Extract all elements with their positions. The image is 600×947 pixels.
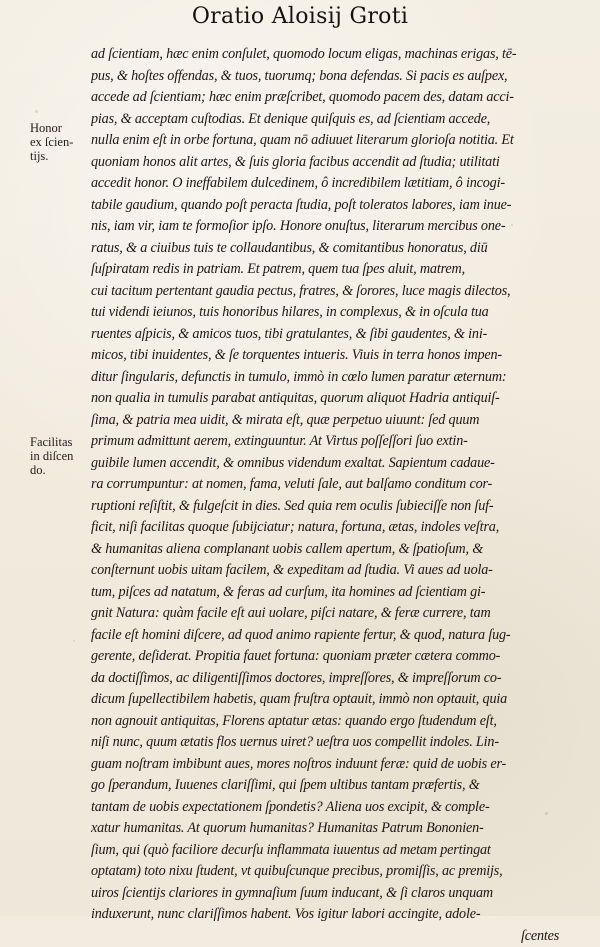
text-line: facile eſt homini diſcere, ad quod animo rapiente fertur, & quod, natura ſug-	[91, 625, 582, 647]
text-line: guibile lumen accendit, & omnibus videndum exaltat. Sapientum cadaue-	[91, 453, 582, 475]
text-line: optatam) toto nixu ſtudent, vt quibuſcunque precibus, promiſſis, ac premijs,	[91, 861, 582, 883]
text-line: micos, tibi inuidentes, & ſe torquentes intueris. Viuis in terra honos impen-	[91, 345, 582, 367]
text-line: tantam de uobis expectationem ſpondetis? Aliena uos excipit, & comple-	[91, 797, 582, 819]
text-line: induxerunt, nunc clariſſimos habent. Vos igitur labori accingite, adole-	[91, 904, 582, 926]
text-line: ſcentes	[91, 926, 582, 947]
text-line: tui videndi ieiunos, tuis honoribus hilares, in complexus, & in oſcula tua	[91, 302, 582, 324]
text-line: ſima, & patria mea uidit, & mirata eſt, quæ perpetuo uiuunt: ſed quum	[91, 410, 582, 432]
text-line: uiros ſcientijs clariores in gymnaſium ſuum inducant, & ſi claros unquam	[91, 883, 582, 905]
text-line: ad ſcientiam, hæc enim conſulet, quomodo locum eligas, machinas erigas, tē-	[91, 44, 582, 66]
text-line: da doctiſſimos, ac diligentiſſimos doctores, impreſſores, & impreſſorum co-	[91, 668, 582, 690]
text-line: cui tacitum pertentant gaudia pectus, fratres, & ſorores, luce magis dilectos,	[91, 281, 582, 303]
margin-note-honor	[30, 121, 88, 163]
text-line: ſium, qui (quò faciliore decurſu inflammata iuuentus ad metam pertingat	[91, 840, 582, 862]
text-line: accedit honor. O ineffabilem dulcedinem, ô incredibilem lætitiam, ô incogi-	[91, 173, 582, 195]
page-header: Oratio Aloisij Groti	[0, 4, 600, 30]
text-line: go ſperandum, Iuuenes clariſſimi, qui ſpem ultibus tantam præfertis, &	[91, 775, 582, 797]
text-line: ruptioni reſiſtit, & fulgeſcit in dies. Sed quia rem oculis ſubieciſſe non ſuf-	[91, 496, 582, 518]
margin-note-facilitas	[30, 435, 88, 477]
text-line: tum, piſces ad natatum, & feras ad curſum, ita homines ad ſcientiam gi-	[91, 582, 582, 604]
text-line: guam noſtram imbibunt aues, mores noſtros induunt feræ: quid de uobis er-	[91, 754, 582, 776]
text-line: ficit, niſi facilitas quoque ſubijciatur; natura, fortuna, ætas, indoles veſtra,	[91, 517, 582, 539]
margin-note-facilitas-text: Facilitas in diſcen do.	[30, 435, 88, 477]
text-line: pias, & acceptam cuſtodias. Et denique quiſquis es, ad ſcientiam accede,	[91, 109, 582, 131]
text-line: pus, & hoſtes offendas, & tuos, tuorumq; bona defendas. Si pacis es auſpex,	[91, 66, 582, 88]
text-line: ratus, & a ciuibus tuis te collaudantibus, & comitantibus honoratus, diū	[91, 238, 582, 260]
main-text	[91, 44, 582, 947]
text-line: tabile gaudium, quando poſt peracta ſtudia, poſt toleratos labores, iam inue-	[91, 195, 582, 217]
text-line: accede ad ſcientiam; hæc enim præſcribet, quomodo pacem des, datam acci-	[91, 87, 582, 109]
text-line: ruentes aſpicis, & amicos tuos, tibi gratulantes, & ſibi gaudentes, & ini-	[91, 324, 582, 346]
text-line: ditur ſingularis, defunctis in tumulo, immò in cœlo lumen paratur æternum:	[91, 367, 582, 389]
text-line: & humanitas aliena complanant uobis callem apertum, & ſpatioſum, &	[91, 539, 582, 561]
text-line: ſuſpiratam redis in patriam. Et patrem, quem tua ſpes aluit, matrem,	[91, 259, 582, 281]
text-line: dicum ſupellectibilem habetis, quam fruſtra optauit, immò non optauit, quia	[91, 689, 582, 711]
text-line: niſi nunc, quum ætatis flos uernus uiret? ueſtra uos compellit indoles. Lin-	[91, 732, 582, 754]
text-line: nulla enim eſt in orbe fortuna, quam nō adiuuet literarum glorioſa notitia. Et	[91, 130, 582, 152]
text-line: nis, iam vir, iam te formoſior ipſo. Honore onuſtus, literarum mercibus one-	[91, 216, 582, 238]
text-line: ra corrumpuntur: at nomen, fama, veluti ſale, aut balſamo conditum cor-	[91, 474, 582, 496]
text-line: gnit Natura: quàm facile eſt aui uolare, piſci natare, & feræ currere, tam	[91, 603, 582, 625]
text-line: primum admittunt aerem, extinguuntur. At Virtus poſſeſſori ſuo extin-	[91, 431, 582, 453]
text-line: xatur humanitas. At quorum humanitas? Humanitas Patrum Bononien-	[91, 818, 582, 840]
margin-note-honor-text: Honor ex ſcien- tijs.	[30, 121, 88, 163]
text-line: non qualia in tumulis parabat antiquitas, quorum aliquot Hadria antiquiſ-	[91, 388, 582, 410]
text-line: quoniam honos alit artes, & ſuis gloria facibus accendit ad ſtudia; utilitati	[91, 152, 582, 174]
text-line: gerente, deſiderat. Propitia fauet fortuna: quoniam præter cætera commo-	[91, 646, 582, 668]
text-line: non agnouit antiquitas, Florens aptatur ætas: quando ergo ſtudendum eſt,	[91, 711, 582, 733]
text-line: conſternunt uobis uitam facilem, & expeditam ad ſtudia. Vi aues ad uola-	[91, 560, 582, 582]
